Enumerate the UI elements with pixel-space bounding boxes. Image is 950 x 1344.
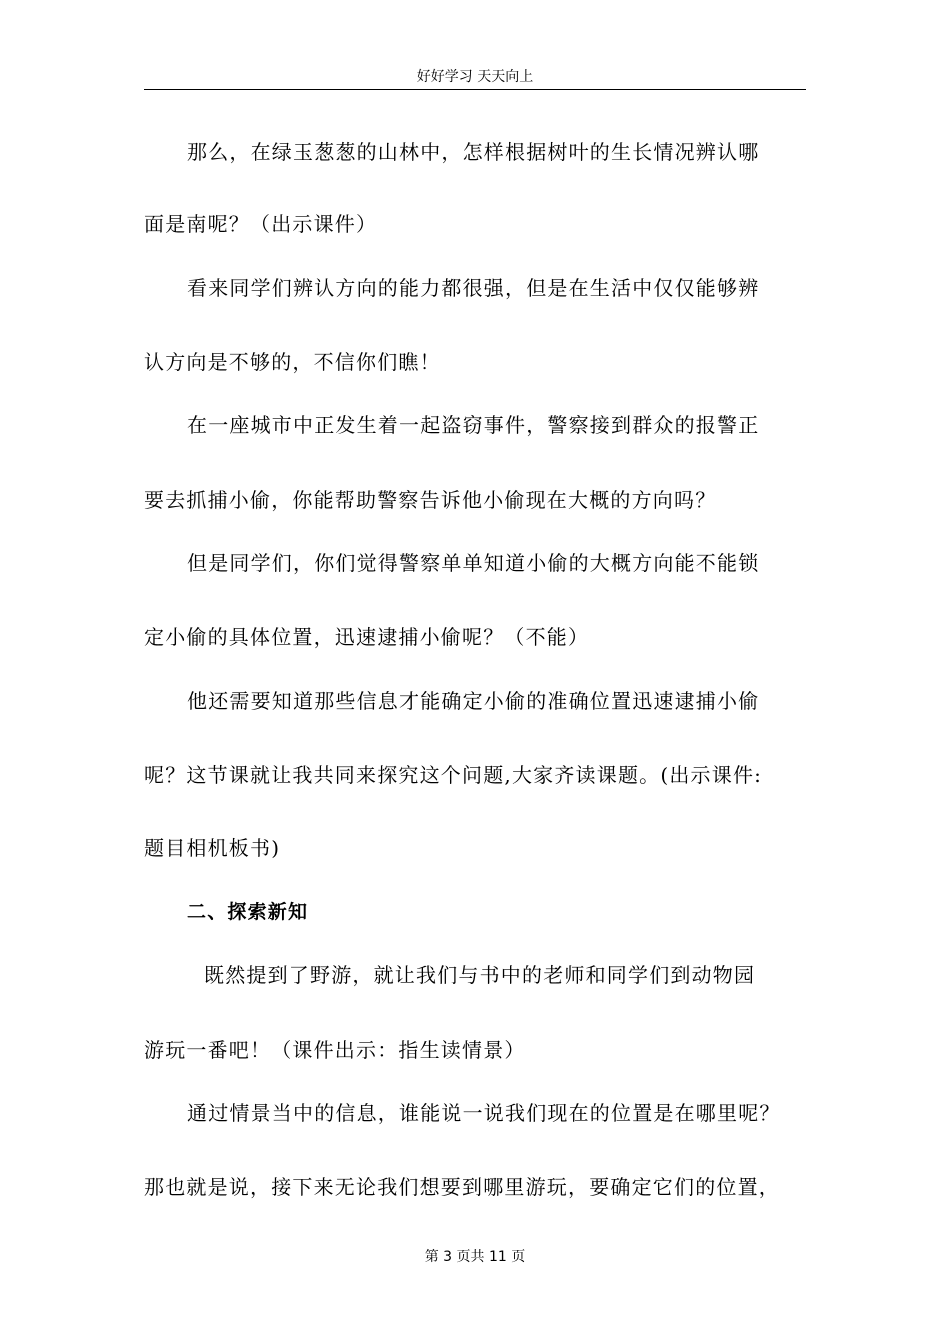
paragraph-line: 在一座城市中正发生着一起盗窃事件，警察接到群众的报警正 xyxy=(187,413,760,437)
paragraph-line: 看来同学们辨认方向的能力都很强，但是在生活中仅仅能够辨 xyxy=(187,276,760,300)
paragraph-line: 但是同学们，你们觉得警察单单知道小偷的大概方向能不能锁 xyxy=(187,551,760,575)
paragraph-line: 游玩一番吧！（课件出示：指生读情景） xyxy=(144,1038,526,1062)
page-header: 好好学习 天天向上 xyxy=(416,69,534,85)
paragraph-line: 要去抓捕小偷，你能帮助警察告诉他小偷现在大概的方向吗？ xyxy=(144,488,717,512)
paragraph-line: 呢？这节课就让我共同来探究这个问题,大家齐读课题。(出示课件: xyxy=(144,763,763,787)
paragraph-line: 通过情景当中的信息，谁能说一说我们现在的位置是在哪里呢？ xyxy=(187,1101,781,1125)
paragraph-line: 定小偷的具体位置，迅速逮捕小偷呢？（不能） xyxy=(144,625,590,649)
paragraph-line: 那么，在绿玉葱葱的山林中，怎样根据树叶的生长情况辨认哪 xyxy=(187,140,760,164)
paragraph-line: 面是南呢？（出示课件） xyxy=(144,212,378,236)
header-divider xyxy=(144,89,806,90)
paragraph-line: 题目相机板书) xyxy=(144,836,281,860)
paragraph-line: 既然提到了野游，就让我们与书中的老师和同学们到动物园 xyxy=(204,963,756,987)
section-heading: 二、探索新知 xyxy=(187,901,309,923)
paragraph-line: 他还需要知道那些信息才能确定小偷的准确位置迅速逮捕小偷 xyxy=(187,689,760,713)
paragraph-line: 那也就是说，接下来无论我们想要到哪里游玩，要确定它们的位置， xyxy=(144,1175,780,1199)
paragraph-line: 认方向是不够的，不信你们瞧！ xyxy=(144,350,441,374)
page-footer: 第 3 页共 11 页 xyxy=(424,1249,526,1265)
